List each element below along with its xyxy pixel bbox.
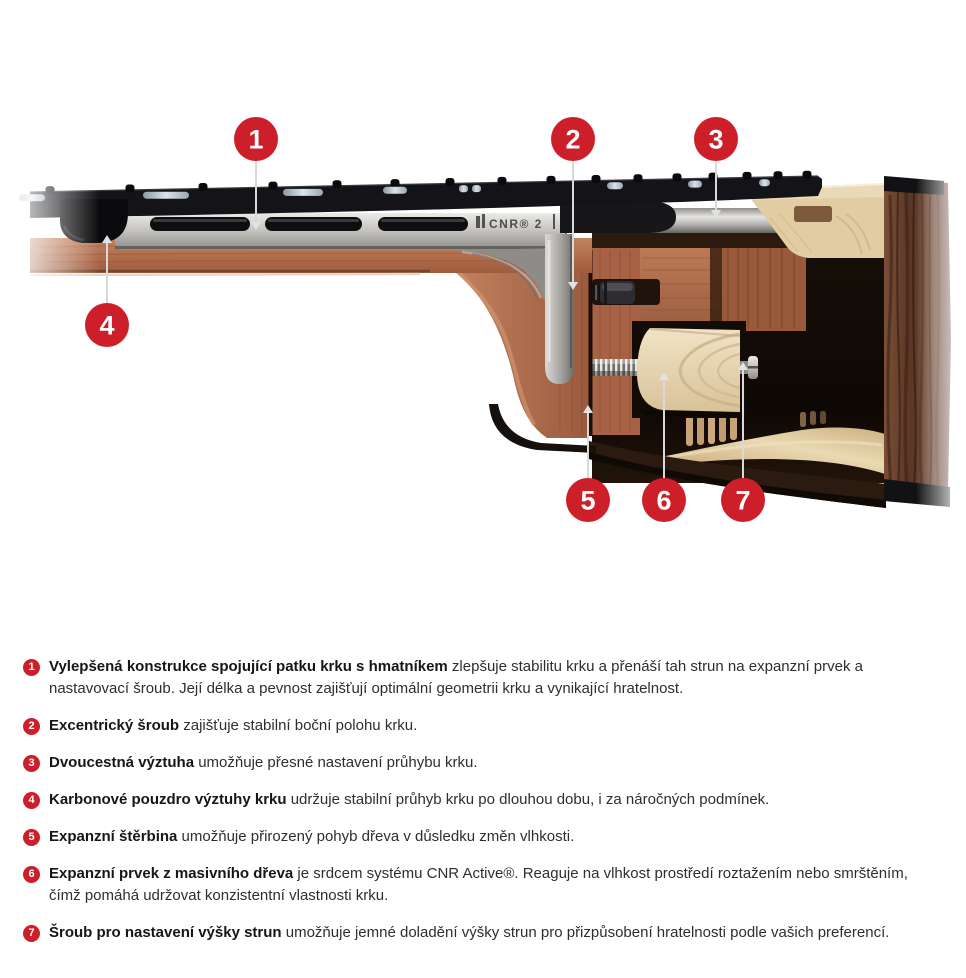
legend-description: zlepšuje stabilitu krku a přenáší tah strun na expanzní prvek a nastavovací šroub. Její délka a pevnost zajišťují optimální geometrii krku a vynikající hratelnost.	[49, 658, 863, 697]
legend-number-badge: 4	[23, 792, 40, 809]
callout-number: 1	[248, 124, 264, 155]
legend-text	[49, 826, 574, 848]
legend-text	[49, 656, 935, 700]
legend-term: Karbonové pouzdro výztuhy krku	[49, 791, 287, 808]
legend-description: udržuje stabilní průhyb krku po dlouhou dobu, i za náročných podmínek.	[286, 791, 770, 808]
legend-item-2	[23, 715, 935, 737]
legend-item-4	[23, 789, 935, 811]
legend-text	[49, 752, 478, 774]
callout-number: 4	[99, 310, 115, 341]
legend-number-badge: 6	[23, 866, 40, 883]
legend-text	[49, 922, 889, 944]
legend-term: Šroub pro nastavení výšky strun	[49, 924, 282, 941]
wooden-expansion-element	[637, 328, 740, 418]
legend-item-1	[23, 656, 935, 700]
callout-number: 3	[708, 124, 724, 155]
embossed-label: CNR® 2	[489, 217, 543, 231]
legend-description: umožňuje přirozený pohyb dřeva v důsledku změn vlhkosti.	[177, 828, 575, 845]
fretboard-extension	[560, 201, 676, 233]
edge-fade-left	[0, 0, 100, 640]
legend-description: umožňuje jemné doladění výšky strun pro přizpůsobení hratelnosti podle vašich preferencí.	[281, 924, 890, 941]
callout-3	[694, 117, 738, 218]
legend-number-badge: 7	[23, 925, 40, 942]
legend-number-badge: 1	[23, 659, 40, 676]
legend-term: Expanzní prvek z masivního dřeva	[49, 865, 294, 882]
legend-text	[49, 789, 769, 811]
legend-text	[49, 715, 417, 737]
legend-item-6	[23, 863, 935, 907]
legend-term: Expanzní štěrbina	[49, 828, 178, 845]
legend-number-badge: 3	[23, 755, 40, 772]
callout-number: 5	[580, 485, 596, 516]
legend-item-5	[23, 826, 935, 848]
callout-number: 7	[735, 485, 751, 516]
legend-text	[49, 863, 935, 907]
edge-fade-right	[916, 0, 966, 640]
legend-term: Dvoucestná výztuha	[49, 754, 195, 771]
callout-number: 6	[656, 485, 672, 516]
legend	[23, 656, 935, 959]
legend-number-badge: 5	[23, 829, 40, 846]
legend-term: Vylepšená konstrukce spojující patku krku s hmatníkem	[49, 658, 448, 675]
legend-description: zajišťuje stabilní boční polohu krku.	[179, 717, 418, 734]
legend-item-3	[23, 752, 935, 774]
legend-item-7	[23, 922, 935, 944]
legend-number-badge: 2	[23, 718, 40, 735]
legend-term: Excentrický šroub	[49, 717, 180, 734]
cnr-metal-frame	[115, 213, 567, 250]
legend-description: je srdcem systému CNR Active®. Reaguje na vlhkost prostředí roztažením nebo smrštěním, čímž pomáhá udržovat konzistentní vlastnosti krku.	[49, 865, 908, 904]
callout-number: 2	[565, 124, 581, 155]
legend-description: umožňuje přesné nastavení průhybu krku.	[194, 754, 478, 771]
